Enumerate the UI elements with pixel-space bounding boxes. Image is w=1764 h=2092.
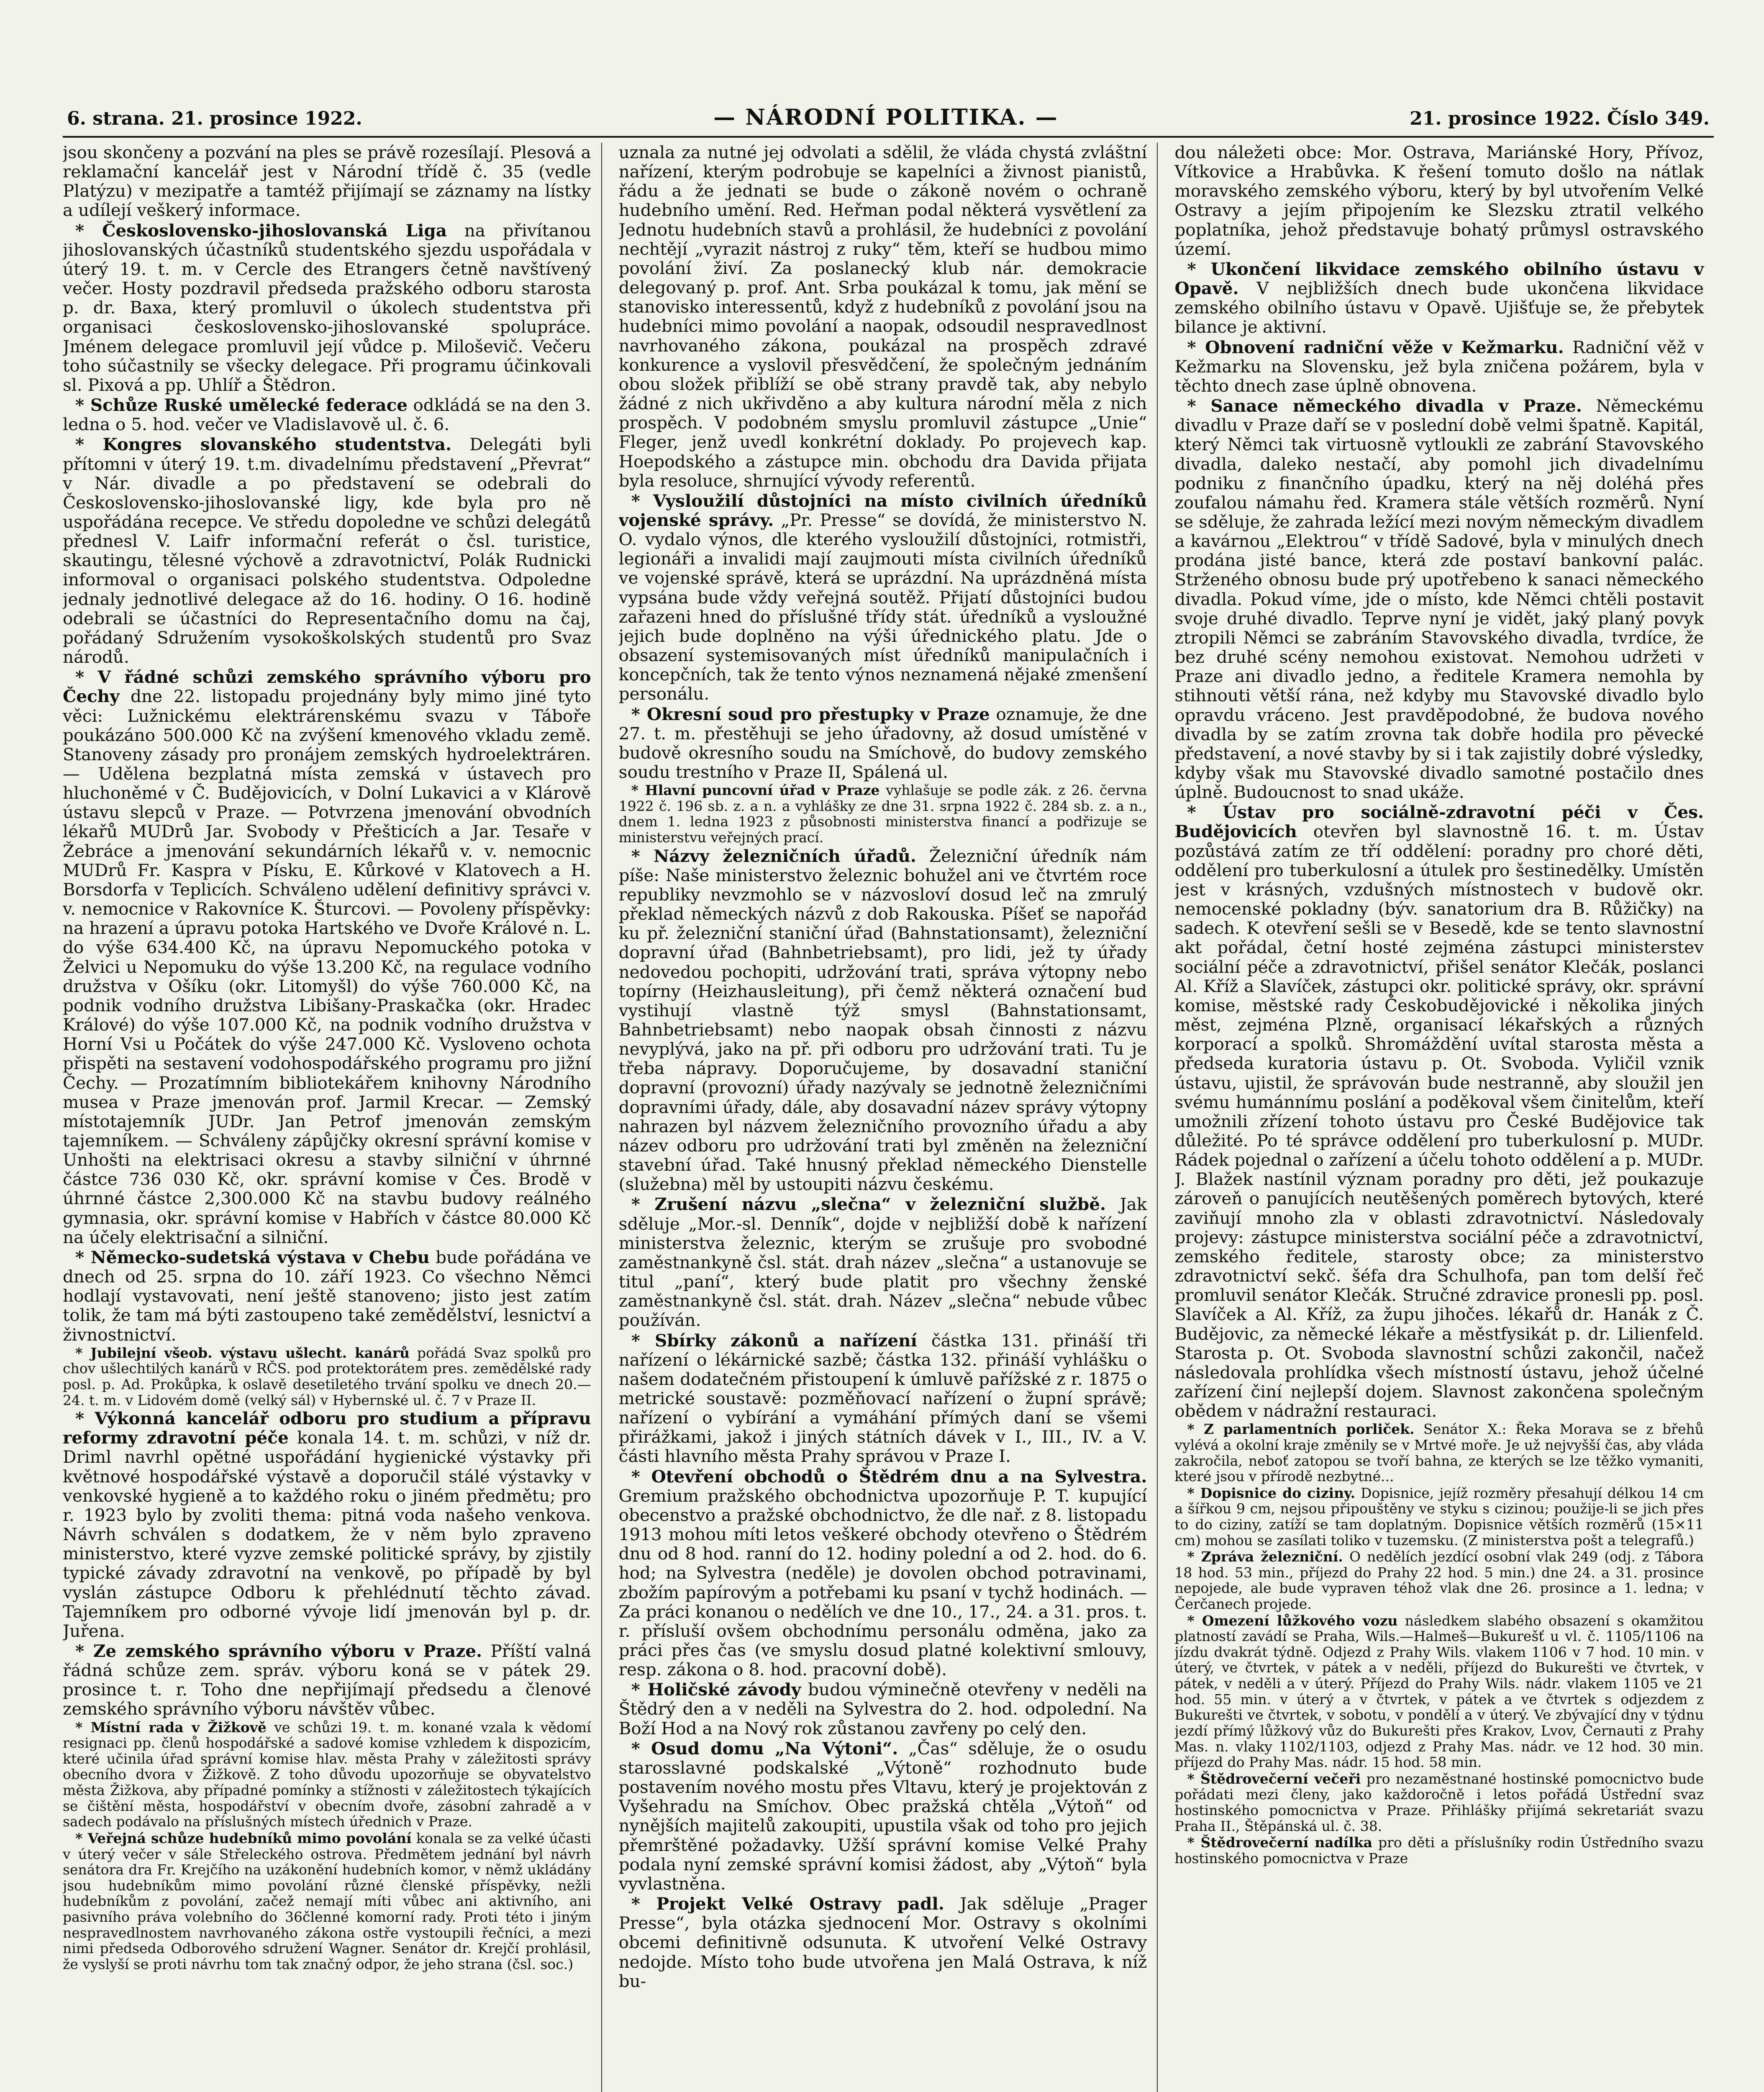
news-headline: * Dopisnice do ciziny.	[1187, 1485, 1355, 1501]
news-text: pro děti a příslušníky rodin Ústředního svazu hostinského pomocnictva v Praze	[1174, 1834, 1704, 1866]
news-headline: * Kongres slovanského studentstva.	[75, 434, 451, 454]
news-item	[1174, 1421, 1704, 1484]
column-2	[619, 143, 1158, 2092]
news-item	[1174, 143, 1704, 259]
news-text: pořádá Svaz spolků pro chov ušlechtilých kanárů v RČS. pod protektorátem pres. zemědělské rady posl. p. Ad. Prokůpka, k oslavě desetiletého trvání spolku ve dnech 20.—24. t. m. v Lidovém domě (velký sál) v Hybernské ul. č. 7 v Praze II.	[63, 1344, 591, 1408]
news-item	[619, 1739, 1147, 1893]
news-item	[619, 491, 1147, 704]
date-left: 21. prosince 1922.	[171, 108, 362, 129]
column-1	[63, 143, 602, 2092]
news-text: otevřen byl slavnostně 16. t. m. Ústav pozůstává zatím ze tří oddělení: poradny pro choré děti, oddělení pro tuberkulosní a útulek pro šestinedělky. Umístěn jest v krásných, vzdušných místnostech v budově okr. nemocenské pokladny (býv. sanatorium dra B. Růžičky) na sadech. K otevření sešli se v Besedě, kde se tento slavnostní akt pořádal, četní hosté zejména zástupci ministerstev sociální péče a zdravotnictví, přišel senátor Klečák, poslanci Al. Kříž a Slavíček, zástupci okr. politické správy, okr. správní komise, městské rady Českobudějovické i několika jiných měst, zejména Plzně, organisací lékařských a různých korporací a spolků. Shromáždění uvítal starosta města a předseda kuratoria ústavu p. Ot. Svoboda. Vyličil vznik ústavu, ujistil, že správován bude nestranně, aby sloužil jen svému humánnímu poslání a poděkoval všem činitelům, kteří umožnili zřízení tohoto ústavu pro České Budějovice tak důležité. Po té správce oddělení pro tuberkulosní p. MUDr. Rádek pojednal o zařízení a účelu tohoto oddělení a p. MUDr. J. Blažek nastínil význam poradny pro děti, jež poukazuje zároveň o panujících neutěšených poměrech bytových, které zaviňují mnoho zla v oblasti zdravotnictví. Následovaly projevy: zástupce ministerstva sociální péče a zdravotnictví, zemského ředitele, starosty obce; za ministerstvo zdravotnictví sekč. šéfa dra Schulhofa, pan tom delší řeč promluvil senátor Klečák. Stručné zdravice pronesli pp. posl. Slavíček a Al. Kříž, za župu jihočes. lékařů dr. Hanák z Č. Budějovic, za německé lékaře a městfysikát p. dr. Lilienfeld. Starosta p. Ot. Svoboda slavnostní schůzi zakončil, načež následovala prohlídka všech místností ústavu, jehož účelné zařízení činí nejlepší dojem. Slavnost zakončena společným obědem v nádražní restauraci.	[1174, 821, 1704, 1421]
news-headline: * Veřejná schůze hudebníků mimo povolání	[75, 1830, 412, 1846]
page-number: 6. strana.	[67, 108, 165, 129]
news-headline: * Štědrovečerní nadílka	[1187, 1834, 1372, 1851]
news-headline: * Schůze Ruské umělecké federace	[75, 395, 408, 415]
news-item	[63, 1345, 591, 1408]
news-text: V nejbližších dnech bude ukončena likvidace zemského obilního ústavu v Opavě. Ujišťuje se, že přebytek bilance je aktivní.	[1174, 278, 1704, 337]
news-item	[1174, 259, 1704, 337]
news-item	[63, 143, 591, 220]
news-headline: * Vysloužilí důstojníci na místo civilních úředníků vojenské správy.	[619, 491, 1147, 530]
news-item	[619, 705, 1147, 782]
news-item	[619, 1894, 1147, 1991]
news-item	[63, 435, 591, 667]
news-text: následkem slabého obsazení s okamžitou platností zavádí se Praha, Wils.—Halmeš—Bukurešť u vl. č. 1105/1106 na jízdu dvakrát týdně. Odjezd z Prahy Wils. vlakem 1106 v 7 hod. 10 min. v úterý, ve čtvrtek, v pátek a v neděli, příjezd do Bukurešti ve čtvrtek, v pátek, v neděli a v úterý. Příjezd do Prahy Wils. nádr. vlakem 1105 ve 21 hod. 55 min. v úterý a v čtvrtek, v pátek a ve čtvrtek s odjezdem z Bukurešti ve čtvrtek, v sobotu, v pondělí a v úterý. Ve zbývající dny v týdnu jezdí přímý lůžkový vůz do Bukurešti přes Krakov, Lvov, Černauti z Prahy Mas. n. vlaky 1102/1103, odjezd z Prahy Mas. nádr. ve 12 hod. 30 min. příjezd do Prahy Mas. nádr. 15 hod. 58 min.	[1174, 1612, 1704, 1771]
news-headline: * Projekt Velké Ostravy padl.	[631, 1894, 944, 1914]
news-item	[63, 395, 591, 434]
news-headline: * Ústav pro sociálně-zdravotní péči v Čes. Budějovicích	[1174, 802, 1704, 841]
news-text: Dopisnice, jejíž rozměry přesahují délkou 14 cm a šířkou 9 cm, nejsou připouštěny ve styku s cizinou; použije-li se jich přes to do ciziny, zatíží se tam doplatným. Dopisnice větších rozměrů (15×11 cm) mohou se zasílati toliko v tuzemsku. (Z ministerstva pošt a telegrafů.)	[1174, 1484, 1704, 1548]
news-text: „Pr. Presse“ se dovídá, že ministerstvo N. O. vydalo výnos, dle kterého vysloužilí důstojníci, rotmistři, legionáři a invalidi mají zaujmouti místa civilních úředníků ve vojenské správě, která se uprázdní. Na uprázdněná místa vypsána bude vždy veřejná soutěž. Přijatí důstojníci budou zařazeni hned do příslušné třídy stát. úředníků a vysloužné jejich bude doplněno na výši úřednického platu. Jde o obsazení systemisovaných míst úředníků manipulačních i koncepčních, tak že tento výnos neznamená nějaké zmenšení personálu.	[618, 510, 1147, 704]
news-headline: * Otevření obchodů o Štědrém dnu a na Sylvestra.	[631, 1466, 1147, 1487]
news-text: pro nezaměstnané hostinské pomocnictvo bude pořádati mezi členy, jako každoročně i letos pořádá Ústřední svaz hostinského pomocnictva v Praze. Přihlášky přijímá sekretariát svazu Praha II., Štěpánská ul. č. 38.	[1174, 1770, 1704, 1834]
news-headline: * Osud domu „Na Výtoni“.	[631, 1738, 898, 1759]
issue-number: Číslo 349.	[1607, 108, 1710, 129]
news-item	[63, 667, 591, 1247]
news-item	[619, 143, 1147, 490]
column-3	[1174, 143, 1714, 2092]
date-right: 21. prosince 1922.	[1410, 108, 1601, 129]
news-headline: * Zpráva železniční.	[1187, 1548, 1343, 1565]
news-text: Senátor X.: Řeka Morava se z břehů vylévá a okolní kraje změnily se v Mrtvé moře. Je už nejvyšší čas, aby vláda zakročila, neboť zatopou se tvoří bahna, ze kterých se lze těžko vymaniti, které jsou v přírodě nezbytné...	[1174, 1421, 1704, 1485]
news-text: konala se za velké účasti v úterý večer v sále Střeleckého ostrova. Předmětem jednání byl návrh senátora dra Fr. Krejčího na uzákonění hudebních komor, v němž ukládány jsou hudebníkům mimo povolání různé členské příspěvky, nežli hudebníkům z povolání, začež nemají míti vůbec ani aktivního, ani pasivního práva volebního do 36členné komorní rady. Proti této i jiným nespravedlnostem navrhovaného zákona ostře vystoupili řečníci, a mezi nimi předseda Odborového sdružení Wagner. Senátor dr. Krejčí prohlásil, že vyslyší se proti návrhu tom tak značný odpor, že jeho strana (čsl. soc.)	[63, 1830, 591, 1972]
news-text: Jak sděluje „Prager Presse“, byla otázka sjednocení Mor. Ostravy s okolními obcemi definitivně odsunuta. K utvoření Velké Ostravy nedojde. Místo toho bude utvořena jen Malá Ostrava, k níž bu-	[618, 1894, 1147, 1991]
news-item	[1174, 802, 1704, 1420]
news-text: uznala za nutné jej odvolati a sdělil, že vláda chystá zvláštní nařízení, kterým podrobuje se kapelníci a živnost pianistů, řádu a že jednati se bude o zákoně novém o ochraně hudebního umění. Red. Heřman podal některá vysvětlení za Jednotu hudebních stavů a prohlásil, že hudebníci z povolání nechtějí „vyrazit nástroj z ruky“ těm, kteří se hudbou mimo povolání živí. Za poslanecký klub nár. demokracie delegovaný p. prof. Ant. Srba poukázal k tomu, jak mění se stanovisko interessentů, když z hudebníků z povolání jsou na hudebníci mimo povolání a naopak, odsoudil nespravedlnost navrhovaného zákona, poukázal na prospěch zdravé konkurence a vyslovil přesvědčení, že společným jednáním obou složek přiblíží se obě strany pravdě tak, aby nebylo žádné z nich ukřivděno a aby kultura národní měla z nich prospěch. V podobném smyslu promluvil zástupce „Unie“ Fleger, jenž uvedl konkrétní doklady. Po projevech kap. Hoepodského a zástupce min. obchodu dra Davida přijata byla resoluce, shrnující vývody referentů.	[618, 143, 1147, 491]
news-text: jsou skončeny a pozvání na ples se právě rozesílají. Plesová a reklamační kancelář jest v Národní třídě č. 35 (vedle Platýzu) v mezipatře a tamtéž přijímají se záznamy na lístky a udílejí veškerý informace.	[63, 143, 591, 220]
news-headline: * Místní rada v Žižkově	[75, 1719, 267, 1736]
news-text: Gremium pražského obchodnictva upozorňuje P. T. kupující obecenstvo a pražské obchodnictvo, že dle nař. z 8. listopadu 1913 mohou míti letos veškeré obchody otevřeno o Štědrém dnu od 8 hod. ranní do 12. hodiny polední a od 2. hod. do 6. hod; na Sylvestra (neděle) je dovolen obchod potravinami, zbožím papírovým a potřebami ku psaní v tychž hodinách. — Za práci konanou o nedělích ve dne 10., 17., 24. a 31. pros. t. r. přísluší ovšem obchodnímu personálu odměna, jako za práci přes čas (ve smyslu dosud platné kolektivní smlouvy, resp. zákona o 8. hod. pracovní době).	[618, 1485, 1147, 1680]
news-item	[1174, 396, 1704, 802]
news-item	[63, 1720, 591, 1830]
news-item	[619, 1680, 1147, 1738]
news-headline: * Německo-sudetská výstava v Chebu	[75, 1247, 430, 1267]
news-headline: * Názvy železničních úřadů.	[631, 846, 916, 866]
page-info	[67, 108, 362, 129]
issue-info	[1410, 108, 1710, 129]
header-rule	[63, 136, 1714, 138]
article-columns	[63, 143, 1714, 2092]
news-text: budou výminečně otevřeny v neděli na Štědrý den a v neděli na Sylvestra do 2. hod. odpolední. Na Boží Hod a na Nový rok zůstanou zavřeny po celý den.	[618, 1679, 1147, 1738]
news-text: Německému divadlu v Praze daří se v poslední době velmi špatně. Kapitál, který Němci tak virtuosně vytloukli ze zabrání Stavovského divadla, daleko nestačí, aby pomohl jich divadelnímu podniku z finančního úpadku, který na něj doléhá přes zoufalou námahu řed. Kramera stále větších rozměrů. Nyní se sděluje, že zahrada ležící mezi novým německým divadlem a kavárnou „Elektrou“ v třídě Sadové, byla v minulých dnech prodána jisté bance, která zde postaví bankovní palác. Strženého obnosu bude prý upotřebeno k sanaci německého divadla. Pokud víme, jde o místo, kde Němci chtěli postavit svoje druhé divadlo. Teprve nyní je vidět, jaký planý povyk ztropili Němci se zabráním Stavovského divadla, tvrdíce, že bez druhé scény nemohou existovat. Nemohou udržeti v Praze ani divadlo jedno, a ředitele Kramera nemohla by stihnouti větší rána, než kdyby mu Stavovské divadlo bylo opravdu vráceno. Jest pravděpodobné, že budova nového divadla by se zatím zrovna tak dobře hodila pro pěvecké představení, a nové stavby by si i tak zajistily dobré výsledky, kdyby však mu Stavovské divadlo samotné postačilo dnes úplně. Budoucnost to snad ukáže.	[1174, 396, 1704, 802]
news-item	[63, 221, 591, 395]
news-text: na přivítanou jihoslovanských účastníků studentského sjezdu uspořádala v úterý 19. t. m. v Cercle des Etrangers četně navštívený večer. Hosty pozdravil předseda pražského odboru starosta p. dr. Baxa, který promluvil o úkolech studentstva při organisaci československo-jihoslovanské spolupráce. Jménem delegace promluvil její vůdce p. Miloševič. Večeru toho súčastnily se všecky delegace. Při programu účinkovali sl. Pixová a pp. Uhlíř a Štědron.	[63, 220, 591, 395]
news-headline: * Československo-jihoslovanská Liga	[75, 220, 447, 241]
news-headline: * Ze zemského správního výboru v Praze.	[75, 1641, 482, 1661]
news-headline: * Ukončení likvidace zemského obilního ústavu v Opavě.	[1174, 259, 1704, 298]
news-headline: * V řádné schůzi zemského správního výboru pro Čechy	[63, 667, 591, 706]
news-headline: * Zrušení názvu „slečna“ v železniční službě.	[631, 1194, 1106, 1214]
news-headline: * Sanace německého divadla v Praze.	[1187, 396, 1582, 416]
news-text: bude pořádána ve dnech od 25. srpna do 10. září 1923. Co všechno Němci hodlají vystavovati, není ještě stanoveno; jisto jest zatím tolik, že tam má býti zastoupeno také zemědělství, lesnictví a živnostnictví.	[63, 1247, 591, 1345]
news-headline: * Omezení lůžkového vozu	[1187, 1613, 1397, 1629]
news-text: dne 22. listopadu projednány byly mimo jiné tyto věci: Lužnickému elektrárenskému svazu v Táboře poukázáno 500.000 Kč na zvýšení kmenového vkladu země. Stanoveny zásady pro pronájem zemských hydroelektráren. — Udělena bezplatná místa zemská v ústavech pro hluchoněmé v Č. Budějovicích, v Dolní Lukavici a v Klárově ústavu slepců v Praze. — Potvrzena jmenování obvodních lékařů MUDrů Jar. Svobody v Přešticích a Jar. Tesaře v Žebráce a jmenování sekundárních lékařů v. v. nemocnic MUDrů Fr. Kaspra v Písku, E. Kůrkové v Klatovech a H. Borsdorfa v Teplicích. Schváleno udělení definitivy správci v. v. nemocnice v Rakovníce K. Šturcovi. — Povoleny příspěvky: na hrazení a úpravu potoka Hartského ve Dvoře Králové n. L. do výše 634.400 Kč, na úpravu Nepomuckého potoka v Želvici u Nepomuku do výše 13.200 Kč, na regulace vodního družstva v Ošíku (okr. Litomyšl) do výše 760.000 Kč, na podnik vodního družstva Libišany-Praskačka (okr. Hradec Králové) do výše 107.000 Kč, na podnik vodního družstva v Horní Vsi u Počátek do výše 247.000 Kč. Vysloveno ochota přispěti na sestavení vodohospodářského programu pro jižní Čechy. — Prozatímním bibliotekářem knihovny Národního musea v Praze jmenován prof. Jarmil Krecar. — Zemský místotajemník JUDr. Jan Petrof jmenován zemským tajemníkem. — Schváleny zápůjčky okresní správní komise v Unhošti na elektrisaci okresu a stavby silniční v úhrnné částce 736 030 Kč, okr. správní komise v Čes. Brodě v úhrnné částce 2,300.000 Kč na stavbu budovy reálného gymnasia, okr. správní komise v Habřích v částce 80.000 Kč na účely elektrisační a silniční.	[63, 686, 591, 1247]
news-headline: * Výkonná kancelář odboru pro studium a přípravu reformy zdravotní péče	[63, 1408, 591, 1448]
news-headline: * Hlavní puncovní úřad v Praze	[631, 782, 880, 798]
news-headline: * Sbírky zákonů a nařízení	[631, 1331, 917, 1351]
news-text: ve schůzi 19. t. m. konané vzala k vědomí resignaci pp. členů hospodářské a sadové komise vzhledem k dispozicím, které učinila úřad správní komise hlav. města Prahy v záležitosti správy obecního dvora v Žižkově. Z toho důvodu upozorňuje se obyvatelstvo města Žižkova, aby případné pomínky a stížnosti v záležitostech týkajících se čištění města, hospodářství v obecním dvoře, zásobní zahradě a v sadech podávalo na příslušných místech úřednich v Praze.	[63, 1719, 591, 1830]
news-item	[619, 782, 1147, 845]
news-item	[63, 1248, 591, 1344]
news-text: O nedělích jezdící osobní vlak 249 (odj. z Tábora 18 hod. 53 min., příjezd do Prahy 22 hod. 5 min.) dne 24. a 31. prosince nepojede, ale bude vypraven téhož vlak dne 26. prosince a 1. ledna; v Čerčanech projede.	[1174, 1548, 1704, 1613]
news-item	[63, 1830, 591, 1972]
news-item	[619, 846, 1147, 1194]
news-item	[63, 1409, 591, 1641]
news-item	[619, 1467, 1147, 1679]
masthead	[63, 105, 1714, 136]
news-text: konala 14. t. m. schůzi, v níž dr. Driml navrhl opětné uspořádání hygienické výstavky při květnové hospodářské výstavě a doporučil stálé výstavky v venkovské hygieně a to každého roku o jiném předmětu; pro r. 1923 bylo by zvoliti thema: pitná voda našeho venkova. Návrh schválen s dodatkem, že v něm bylo zpraveno ministerstvo, které vyzve zemské politické správy, by zjistily typické závady zdravotní na venkově, po případě by byl vyslán zástupce Odboru k přehlédnutí těchto závad. Tajemníkem pro odborné vývoje lidí jmenován byl p. dr. Juřena.	[63, 1428, 591, 1641]
news-item	[619, 1195, 1147, 1330]
news-headline: * Holičské závody	[631, 1679, 801, 1700]
news-text: Delegáti byli přítomni v úterý 19. t.m. divadelnímu představení „Převrat“ v Nár. divadle a po představení se odebrali do Československo-jihoslovanské ligy, kde byla pro ně uspořádána recepce. Ve středu dopoledne ve schůzi delegátů přednesl V. Laifr informační referát o čsl. turistice, skautingu, tělesné výchově a zdravotnictví, Polák Rudnicki informoval o organisaci polského studentstva. Odpoledne jednaly jednotlivé delegace až do 16. hodiny. O 16. hodině odebrali se účastníci do Representačního domu na čaj, pořádaný Sdružením vysokoškolských studentů pro Svaz národů.	[63, 434, 591, 667]
news-text: částka 131. přináší tři nařízení o lékárnické sazbě; částka 132. přináší vyhlášku o našem dodatečném přistoupení k úmluvě pařížské z r. 1875 o metrické soustavě: pozměňovací nařízení o župní správě; nařízení o vybírání a vymáhání přímých daní se všemi přirážkami, jakož i jiných státních dávek v I., III., IV. a V. části hlavního města Prahy správou v Praze I.	[618, 1330, 1147, 1466]
news-text: Jak sděluje „Mor.-sl. Denník“, dojde v nejbližší době k nařízení ministerstva železnic, kterým se zrušuje pro svobodné zaměstnankyně čsl. stát. drah název „slečna“ a ustanovuje se titul „paní“, který bude platit pro všechny ženské zaměstnankyně čsl. stát. drah. Název „slečna“ nebude vůbec používán.	[618, 1194, 1147, 1331]
news-text: Železniční úředník nám píše: Naše ministerstvo železnic bohužel ani ve čtvrtém roce republiky nevzmohlo se v názvosloví dosud leč na zmrulý překlad německých názvů z dob Rakouska. Píšeť se napořád ku př. železniční staniční úřad (Bahnstationsamt), železniční dopravní úřad (Bahnbetriebsamt), pro lidi, jež ty úřady nedovedou pochopiti, udržování trati, správa výtopny nebo topírny (Heizhausleitung), při čemž některá označení bud vystihují vlastně týž smysl (Bahnstationsamt, Bahnbetriebsamt) nebo naopak obsah činnosti z názvu nevyplývá, jako na př. při odboru pro udržování trati. Tu je třeba nápravy. Doporučujeme, by dosavadní staniční dopravní (provozní) úřady nazývaly se jednotně železničními dopravními úřady, dále, aby dosavadní název správy výtopny nahrazen byl názvem železničního provozního úřadu a aby název odboru pro udržování trati byl změněn na železniční stavební úřad. Také hnusný překlad německého Dienstelle (služebna) měl by ustoupiti názvu českému.	[618, 846, 1147, 1195]
news-text: „Čas“ sděluje, že o osudu starosslavné podskalské „Výtoně“ rozhodnuto bude postavením nového mostu přes Vltavu, který je projektován z Vyšehradu na Smíchov. Obec pražská chtěla „Výtoň“ od nynějších majitelů zakoupiti, upustila však od toho pro jejich přemrštěné požadavky. Užší správní komise Velké Prahy podala nyní zemské správní komisi žádost, aby „Výtoň“ byla vyvlastněna.	[618, 1738, 1147, 1894]
news-item	[1174, 1835, 1704, 1866]
newspaper-title: — NÁRODNÍ POLITIKA. —	[713, 105, 1059, 130]
news-text: vyhlašuje se podle zák. z 26. června 1922 č. 196 sb. z. a n. a vyhlášky ze dne 31. srpna 1922 č. 284 sb. z. a n., dnem 1. ledna 1923 z působnosti ministerstva financí a podřizuje se ministerstvu veřejných prací.	[618, 782, 1147, 846]
news-headline: * Obnovení radniční věže v Kežmarku.	[1187, 337, 1564, 357]
news-text: Příští valná řádná schůze zem. správ. výboru koná se v pátek 29. prosince t. r. Toho dne nepřijímají předsedu a členové zemského správního výboru návštěv vůbec.	[63, 1641, 591, 1719]
news-text: dou náležeti obce: Mor. Ostrava, Mariánské Hory, Přívoz, Vítkovice a Hrabůvka. K řešení tomuto došlo na nátlak moravského zemského výboru, který by byl utvořením Velké Ostravy a jejím připojením ke Slezsku ztratil velkého poplatníka, jehož představuje bohatý průmysl ostravského území.	[1174, 143, 1704, 259]
news-headline: * Z parlamentních porliček.	[1187, 1421, 1414, 1437]
news-headline: * Štědrovečerní večeři	[1187, 1771, 1361, 1787]
news-headline: * Jubilejní všeob. výstavu ušlecht. kanárů	[75, 1345, 410, 1361]
news-text: Radniční věž v Kežmarku na Slovensku, jež byla zničena požárem, byla v těchto dnech zase úplně obnovena.	[1174, 337, 1704, 396]
news-headline: * Okresní soud pro přestupky v Praze	[631, 704, 990, 724]
news-item	[63, 1641, 591, 1719]
news-item	[1174, 1771, 1704, 1834]
news-item	[1174, 1613, 1704, 1770]
news-item	[1174, 1549, 1704, 1612]
news-text: oznamuje, že dne 27. t. m. přestěhuji se jeho úřadovny, až dosud umístěné v budově okresního soudu na Smíchově, do budovy zemského soudu trestního v Praze II, Spálená ul.	[618, 704, 1147, 782]
news-item	[1174, 1485, 1704, 1548]
news-item	[1174, 338, 1704, 395]
news-item	[619, 1331, 1147, 1466]
news-text: odkládá se na den 3. ledna o 5. hod. večer ve Vladislavově ul. č. 6.	[63, 395, 591, 435]
